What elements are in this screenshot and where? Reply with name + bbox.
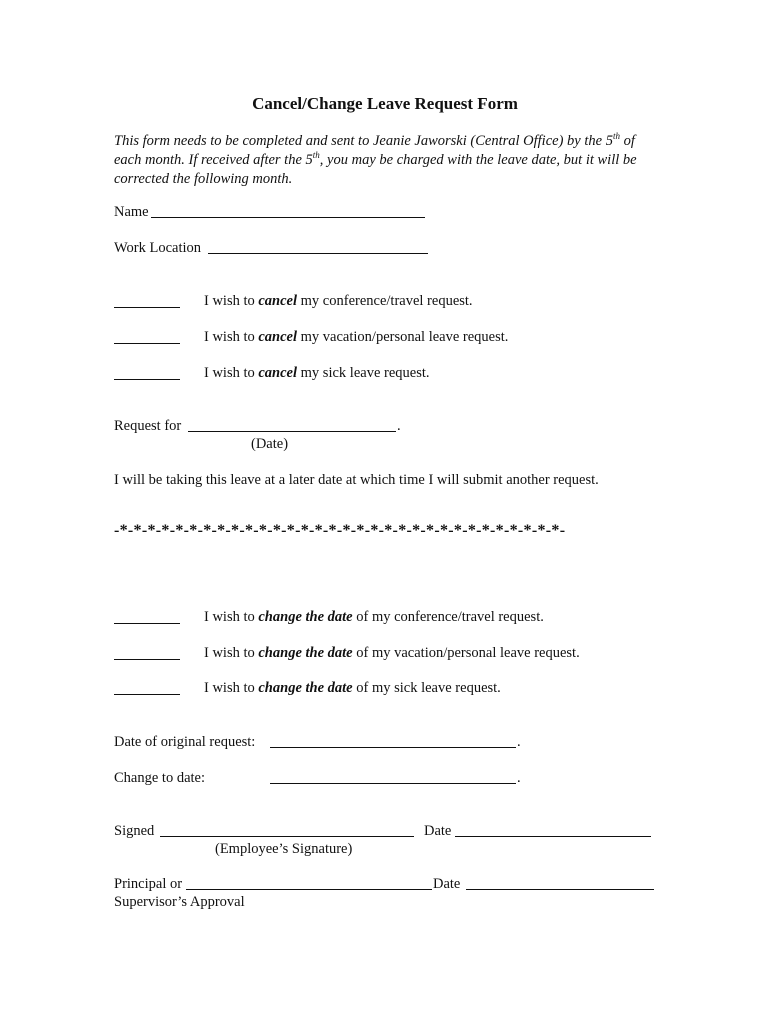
principal-label: Principal or (114, 876, 183, 892)
cancel-conference-check-line[interactable] (114, 307, 180, 308)
option-prefix: I wish to (204, 293, 259, 309)
signed-label: Signed (114, 823, 155, 839)
option-prefix: I wish to (204, 609, 259, 625)
request-for-row (114, 417, 181, 435)
principal-date-label: Date (433, 876, 461, 892)
request-for-field[interactable] (188, 431, 396, 432)
change-option-conference (204, 608, 544, 626)
supervisor-approval-label: Supervisor’s Approval (114, 894, 245, 910)
change-sick-check-line[interactable] (114, 694, 180, 695)
change-option-sick (204, 679, 501, 697)
change-vacation-check-line[interactable] (114, 659, 180, 660)
intro-paragraph (114, 132, 659, 189)
option-prefix: I wish to (204, 680, 259, 696)
employee-signature-caption: (Employee’s Signature) (215, 841, 353, 857)
later-date-note: I will be taking this leave at a later date at which time I will submit another request. (114, 472, 599, 488)
option-suffix: of my conference/travel request. (352, 609, 544, 625)
option-prefix: I wish to (204, 329, 259, 345)
date-caption: (Date) (251, 436, 289, 452)
option-prefix: I wish to (204, 645, 259, 661)
intro-text-2: of each month. If received after the 5 (114, 133, 635, 168)
name-field[interactable] (151, 217, 425, 218)
cancel-option-sick (204, 364, 430, 382)
option-suffix: my sick leave request. (297, 365, 430, 381)
option-prefix: I wish to (204, 365, 259, 381)
intro-text-3: , you may be charged with the leave date, but it will be corrected the following month. (114, 152, 637, 187)
option-emphasis: change the date (258, 645, 353, 661)
option-emphasis: cancel (258, 329, 298, 345)
form-title: Cancel/Change Leave Request Form (252, 94, 518, 113)
cancel-vacation-check-line[interactable] (114, 343, 180, 344)
intro-sup-1: th (612, 131, 620, 142)
change-to-period: . (517, 770, 521, 786)
request-for-label: Request for (114, 418, 182, 434)
option-emphasis: change the date (258, 609, 353, 625)
employee-signature-field[interactable] (160, 836, 414, 837)
original-request-field[interactable] (270, 747, 516, 748)
option-suffix: my vacation/personal leave request. (297, 329, 509, 345)
change-to-field[interactable] (270, 783, 516, 784)
change-to-label: Change to date: (114, 770, 206, 786)
intro-sup-2: th (312, 150, 320, 161)
work-location-label: Work Location (114, 240, 202, 256)
principal-signature-field[interactable] (186, 889, 432, 890)
option-emphasis: change the date (258, 680, 353, 696)
cancel-option-conference (204, 292, 473, 310)
option-suffix: of my vacation/personal leave request. (352, 645, 580, 661)
principal-date-field[interactable] (466, 889, 654, 890)
change-option-vacation (204, 644, 580, 662)
option-emphasis: cancel (258, 365, 298, 381)
intro-text-1: This form needs to be completed and sent to Jeanie Jaworski (Central Office) by the 5 (114, 133, 613, 149)
cancel-sick-check-line[interactable] (114, 379, 180, 380)
separator-line: -*-*-*-*-*-*-*-*-*-*-*-*-*-*-*-*-*-*-*-*-*-*-*-*-*-*-*-*-*-*-*-*- (114, 522, 566, 539)
original-request-label: Date of original request: (114, 734, 256, 750)
change-conference-check-line[interactable] (114, 623, 180, 624)
signed-date-field[interactable] (455, 836, 651, 837)
work-location-field[interactable] (208, 253, 428, 254)
option-suffix: my conference/travel request. (297, 293, 473, 309)
name-row (114, 203, 149, 221)
request-for-period: . (397, 418, 401, 434)
option-emphasis: cancel (258, 293, 298, 309)
signed-date-label: Date (424, 823, 452, 839)
original-request-period: . (517, 734, 521, 750)
name-label: Name (114, 204, 149, 220)
cancel-option-vacation (204, 328, 508, 346)
work-location-row (114, 239, 201, 257)
option-suffix: of my sick leave request. (352, 680, 501, 696)
